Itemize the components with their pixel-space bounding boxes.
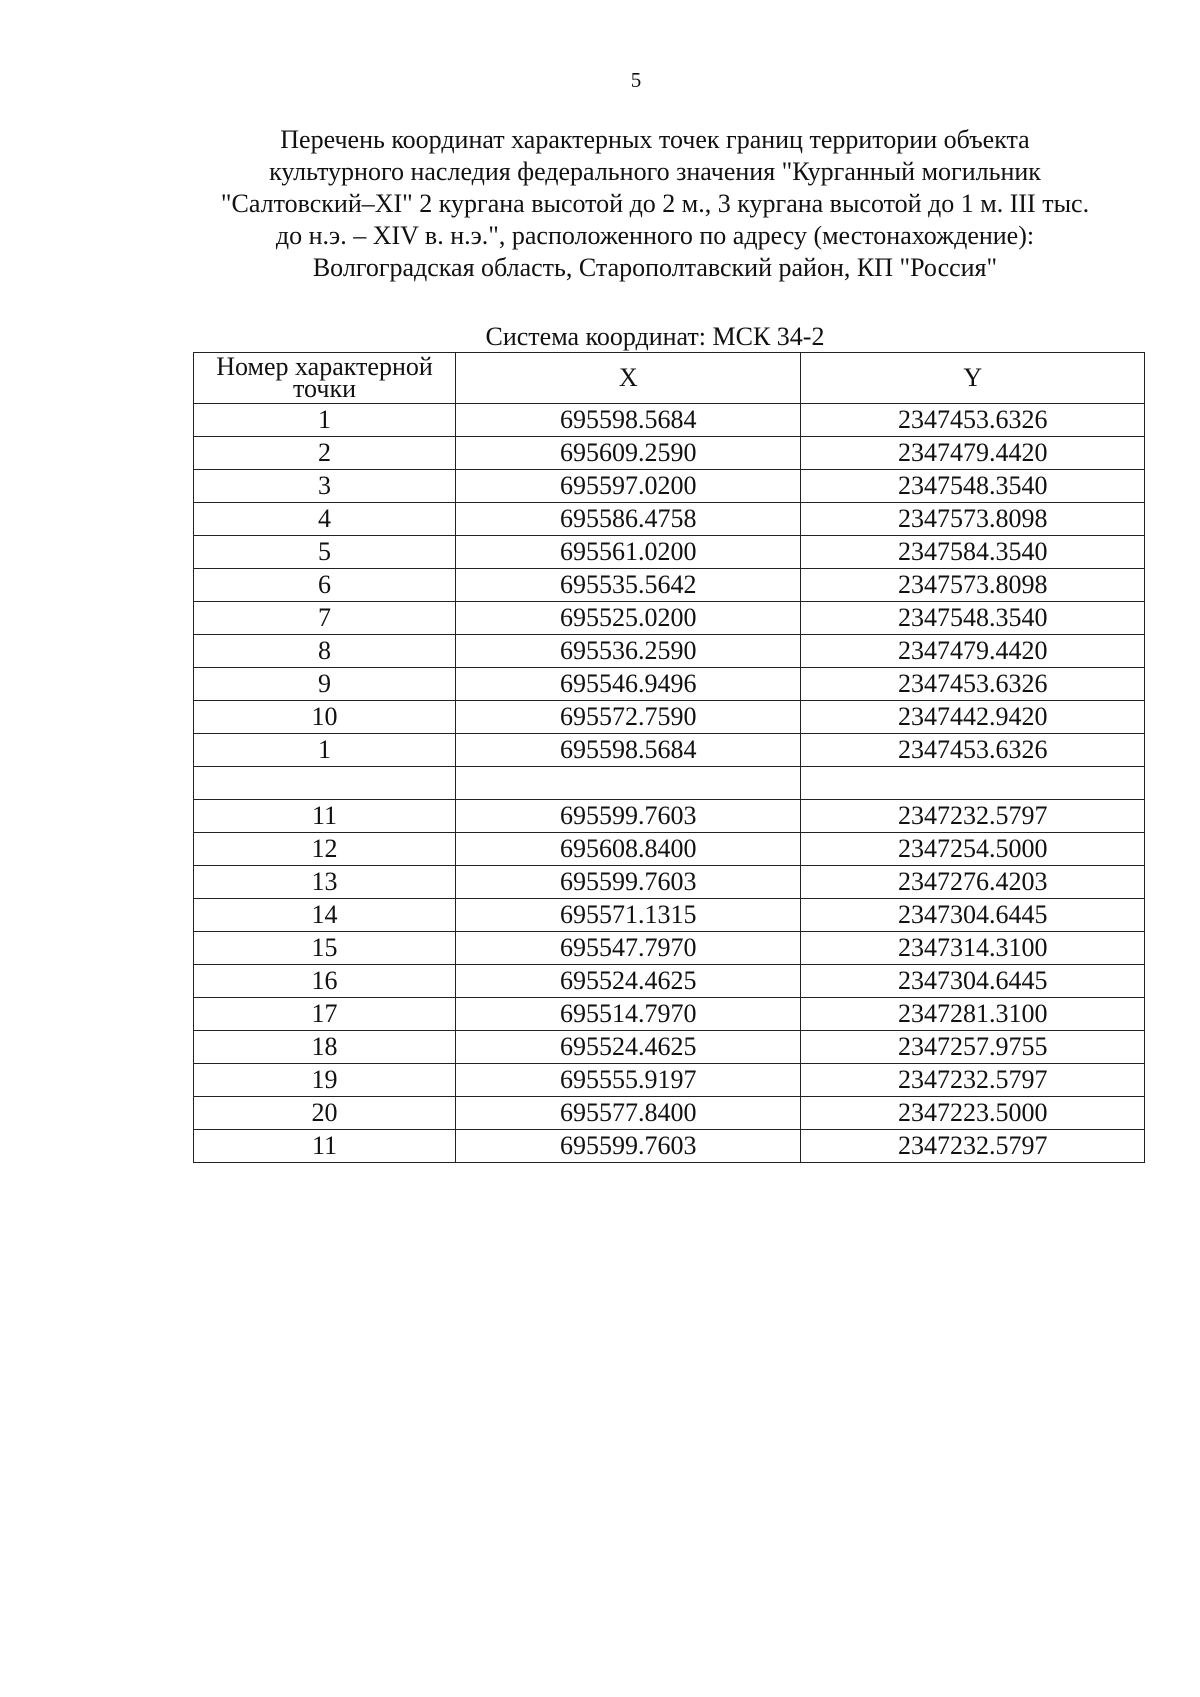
header-point-number	[194, 353, 456, 404]
cell-y: 2347479.4420	[801, 437, 1145, 470]
cell-x: 695546.9496	[456, 668, 801, 701]
cell-x	[456, 767, 801, 800]
cell-x: 695536.2590	[456, 635, 801, 668]
cell-y: 2347254.5000	[801, 833, 1145, 866]
table-row	[194, 932, 1145, 965]
cell-y: 2347442.9420	[801, 701, 1145, 734]
table-row	[194, 734, 1145, 767]
title-line: Перечень координат характерных точек границ территории объекта	[280, 125, 1030, 154]
cell-x: 695577.8400	[456, 1097, 801, 1130]
cell-y: 2347314.3100	[801, 932, 1145, 965]
cell-y: 2347548.3540	[801, 602, 1145, 635]
document-title	[180, 124, 1130, 284]
title-line: "Салтовский–XI" 2 кургана высотой до 2 м., 3 кургана высотой до 1 м. III тыс.	[220, 189, 1090, 218]
cell-point-number: 19	[194, 1064, 456, 1097]
cell-x: 695547.7970	[456, 932, 801, 965]
cell-y: 2347453.6326	[801, 404, 1145, 437]
cell-y: 2347573.8098	[801, 569, 1145, 602]
cell-point-number: 11	[194, 1130, 456, 1163]
header-y: Y	[801, 353, 1145, 404]
table-row	[194, 569, 1145, 602]
cell-x: 695599.7603	[456, 1130, 801, 1163]
table-row	[194, 668, 1145, 701]
cell-x: 695586.4758	[456, 503, 801, 536]
table-row	[194, 800, 1145, 833]
title-line: Волгоградская область, Старополтавский район, КП "Россия"	[312, 253, 998, 282]
cell-point-number: 14	[194, 899, 456, 932]
title-line: культурного наследия федерального значения "Курганный могильник	[269, 157, 1041, 186]
cell-point-number: 7	[194, 602, 456, 635]
cell-x: 695514.7970	[456, 998, 801, 1031]
cell-x: 695599.7603	[456, 800, 801, 833]
cell-x: 695598.5684	[456, 404, 801, 437]
cell-point-number: 3	[194, 470, 456, 503]
cell-point-number: 6	[194, 569, 456, 602]
cell-y: 2347453.6326	[801, 734, 1145, 767]
cell-x: 695525.0200	[456, 602, 801, 635]
cell-x: 695599.7603	[456, 866, 801, 899]
table-row	[194, 1130, 1145, 1163]
cell-y: 2347281.3100	[801, 998, 1145, 1031]
cell-point-number: 1	[194, 404, 456, 437]
cell-point-number: 17	[194, 998, 456, 1031]
cell-point-number: 4	[194, 503, 456, 536]
cell-x: 695598.5684	[456, 734, 801, 767]
cell-x: 695561.0200	[456, 536, 801, 569]
cell-y: 2347223.5000	[801, 1097, 1145, 1130]
cell-y: 2347276.4203	[801, 866, 1145, 899]
header-point-number-line1: Номер характерной	[216, 352, 433, 381]
cell-x: 695597.0200	[456, 470, 801, 503]
cell-x: 695608.8400	[456, 833, 801, 866]
cell-point-number: 15	[194, 932, 456, 965]
cell-point-number: 12	[194, 833, 456, 866]
table-row	[194, 1064, 1145, 1097]
cell-point-number: 8	[194, 635, 456, 668]
title-line: до н.э. – XIV в. н.э.", расположенного по адресу (местонахождение):	[275, 221, 1035, 250]
cell-point-number: 20	[194, 1097, 456, 1130]
table-row	[194, 635, 1145, 668]
table-row	[194, 470, 1145, 503]
cell-point-number: 13	[194, 866, 456, 899]
header-point-number-line2: точки	[293, 374, 356, 403]
table-row	[194, 404, 1145, 437]
table-header-row	[194, 353, 1145, 404]
table-row	[194, 437, 1145, 470]
cell-point-number: 9	[194, 668, 456, 701]
table-row	[194, 965, 1145, 998]
table-row	[194, 701, 1145, 734]
cell-y: 2347479.4420	[801, 635, 1145, 668]
cell-y: 2347453.6326	[801, 668, 1145, 701]
table-row	[194, 866, 1145, 899]
cell-x: 695609.2590	[456, 437, 801, 470]
cell-y: 2347232.5797	[801, 1130, 1145, 1163]
cell-y: 2347548.3540	[801, 470, 1145, 503]
header-x: X	[456, 353, 801, 404]
cell-x: 695535.5642	[456, 569, 801, 602]
cell-point-number: 2	[194, 437, 456, 470]
cell-y: 2347257.9755	[801, 1031, 1145, 1064]
cell-point-number: 10	[194, 701, 456, 734]
cell-y: 2347232.5797	[801, 1064, 1145, 1097]
cell-y: 2347232.5797	[801, 800, 1145, 833]
table-row	[194, 602, 1145, 635]
cell-point-number: 16	[194, 965, 456, 998]
cell-point-number: 18	[194, 1031, 456, 1064]
table-row	[194, 899, 1145, 932]
cell-x: 695571.1315	[456, 899, 801, 932]
cell-point-number: 11	[194, 800, 456, 833]
cell-y	[801, 767, 1145, 800]
coordinates-table	[193, 352, 1145, 1163]
table-row	[194, 833, 1145, 866]
cell-point-number: 5	[194, 536, 456, 569]
cell-y: 2347584.3540	[801, 536, 1145, 569]
table-row	[194, 998, 1145, 1031]
cell-x: 695572.7590	[456, 701, 801, 734]
cell-point-number: 1	[194, 734, 456, 767]
cell-y: 2347304.6445	[801, 965, 1145, 998]
table-row	[194, 536, 1145, 569]
table-row	[194, 1097, 1145, 1130]
cell-y: 2347573.8098	[801, 503, 1145, 536]
cell-x: 695555.9197	[456, 1064, 801, 1097]
cell-x: 695524.4625	[456, 1031, 801, 1064]
coordinate-system-caption: Система координат: МСК 34-2	[485, 322, 825, 351]
table-row	[194, 767, 1145, 800]
cell-x: 695524.4625	[456, 965, 801, 998]
page-number: 5	[630, 68, 642, 92]
cell-point-number	[194, 767, 456, 800]
table-row	[194, 1031, 1145, 1064]
table-body	[194, 404, 1145, 1163]
cell-y: 2347304.6445	[801, 899, 1145, 932]
table-row	[194, 503, 1145, 536]
